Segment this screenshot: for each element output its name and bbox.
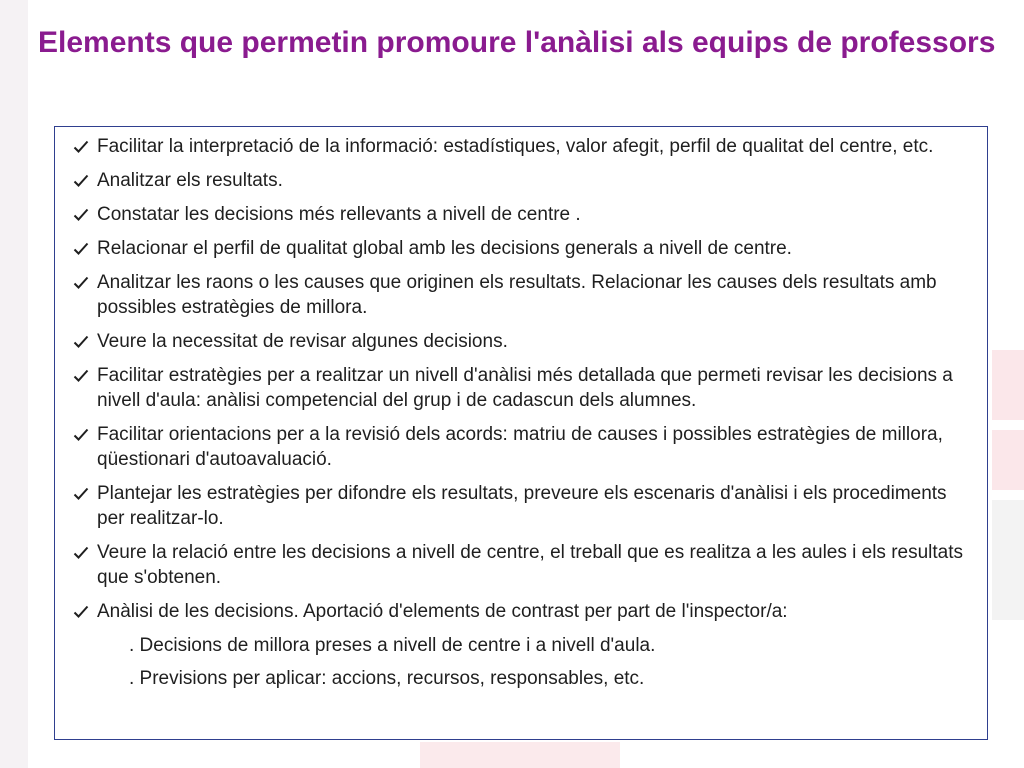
list-item: [73, 236, 979, 261]
checkmark-icon: [73, 422, 97, 447]
checkmark-icon: [73, 168, 97, 193]
list-item: [73, 540, 979, 590]
checkmark-icon: [73, 599, 97, 624]
list-item-text: Veure la necessitat de revisar algunes decisions.: [97, 331, 508, 352]
list-item: [73, 363, 979, 413]
checkmark-icon: [73, 540, 97, 565]
slide-title: Elements que permetin promoure l'anàlisi als equips de professors: [38, 26, 996, 59]
list-item-text: Constatar les decisions més rellevants a nivell de centre .: [97, 204, 581, 225]
list-item: [73, 329, 979, 354]
list-item: [73, 270, 979, 320]
sub-list-item: . Decisions de millora preses a nivell de centre i a nivell d'aula.: [129, 635, 656, 656]
list-item: [73, 168, 979, 193]
checkmark-icon: [73, 236, 97, 261]
checkmark-icon: [73, 481, 97, 506]
list-item-text: Anàlisi de les decisions. Aportació d'elements de contrast per part de l'inspector/a:: [97, 601, 788, 622]
checkmark-icon: [73, 363, 97, 388]
list-item-text: Veure la relació entre les decisions a nivell de centre, el treball que es realitza a les aules i els resultats que s'obtenen.: [97, 542, 964, 588]
content-box: [54, 126, 988, 740]
checkmark-icon: [73, 134, 97, 159]
checkmark-icon: [73, 329, 97, 354]
sub-list-item: . Previsions per aplicar: accions, recursos, responsables, etc.: [129, 668, 645, 689]
list-item-text: Facilitar orientacions per a la revisió dels acords: matriu de causes i possibles estratègies de millora, qüestionari d'autoavaluació.: [97, 424, 943, 470]
list-item-text: Analitzar els resultats.: [97, 170, 283, 191]
list-item: [73, 134, 979, 159]
list-item: [73, 599, 979, 624]
list-item-text: Facilitar la interpretació de la informació: estadístiques, valor afegit, perfil de qualitat del centre, etc.: [97, 136, 934, 157]
list-item: [73, 422, 979, 472]
checkmark-icon: [73, 270, 97, 295]
list-item-text: Relacionar el perfil de qualitat global amb les decisions generals a nivell de centre.: [97, 238, 792, 259]
list-item-text: Facilitar estratègies per a realitzar un nivell d'anàlisi més detallada que permeti revisar les decisions a nivell d'aula: anàlisi competencial del grup i de cadascun dels alumnes.: [97, 365, 953, 411]
list-item: [73, 202, 979, 227]
list-item-text: Plantejar les estratègies per difondre els resultats, preveure els escenaris d'anàlisi i els procediments per realitzar-lo.: [97, 483, 947, 529]
checkmark-icon: [73, 202, 97, 227]
list-item-text: Analitzar les raons o les causes que originen els resultats. Relacionar les causes dels resultats amb possibles estratègies de millora.: [97, 272, 937, 318]
list-item: [73, 481, 979, 531]
